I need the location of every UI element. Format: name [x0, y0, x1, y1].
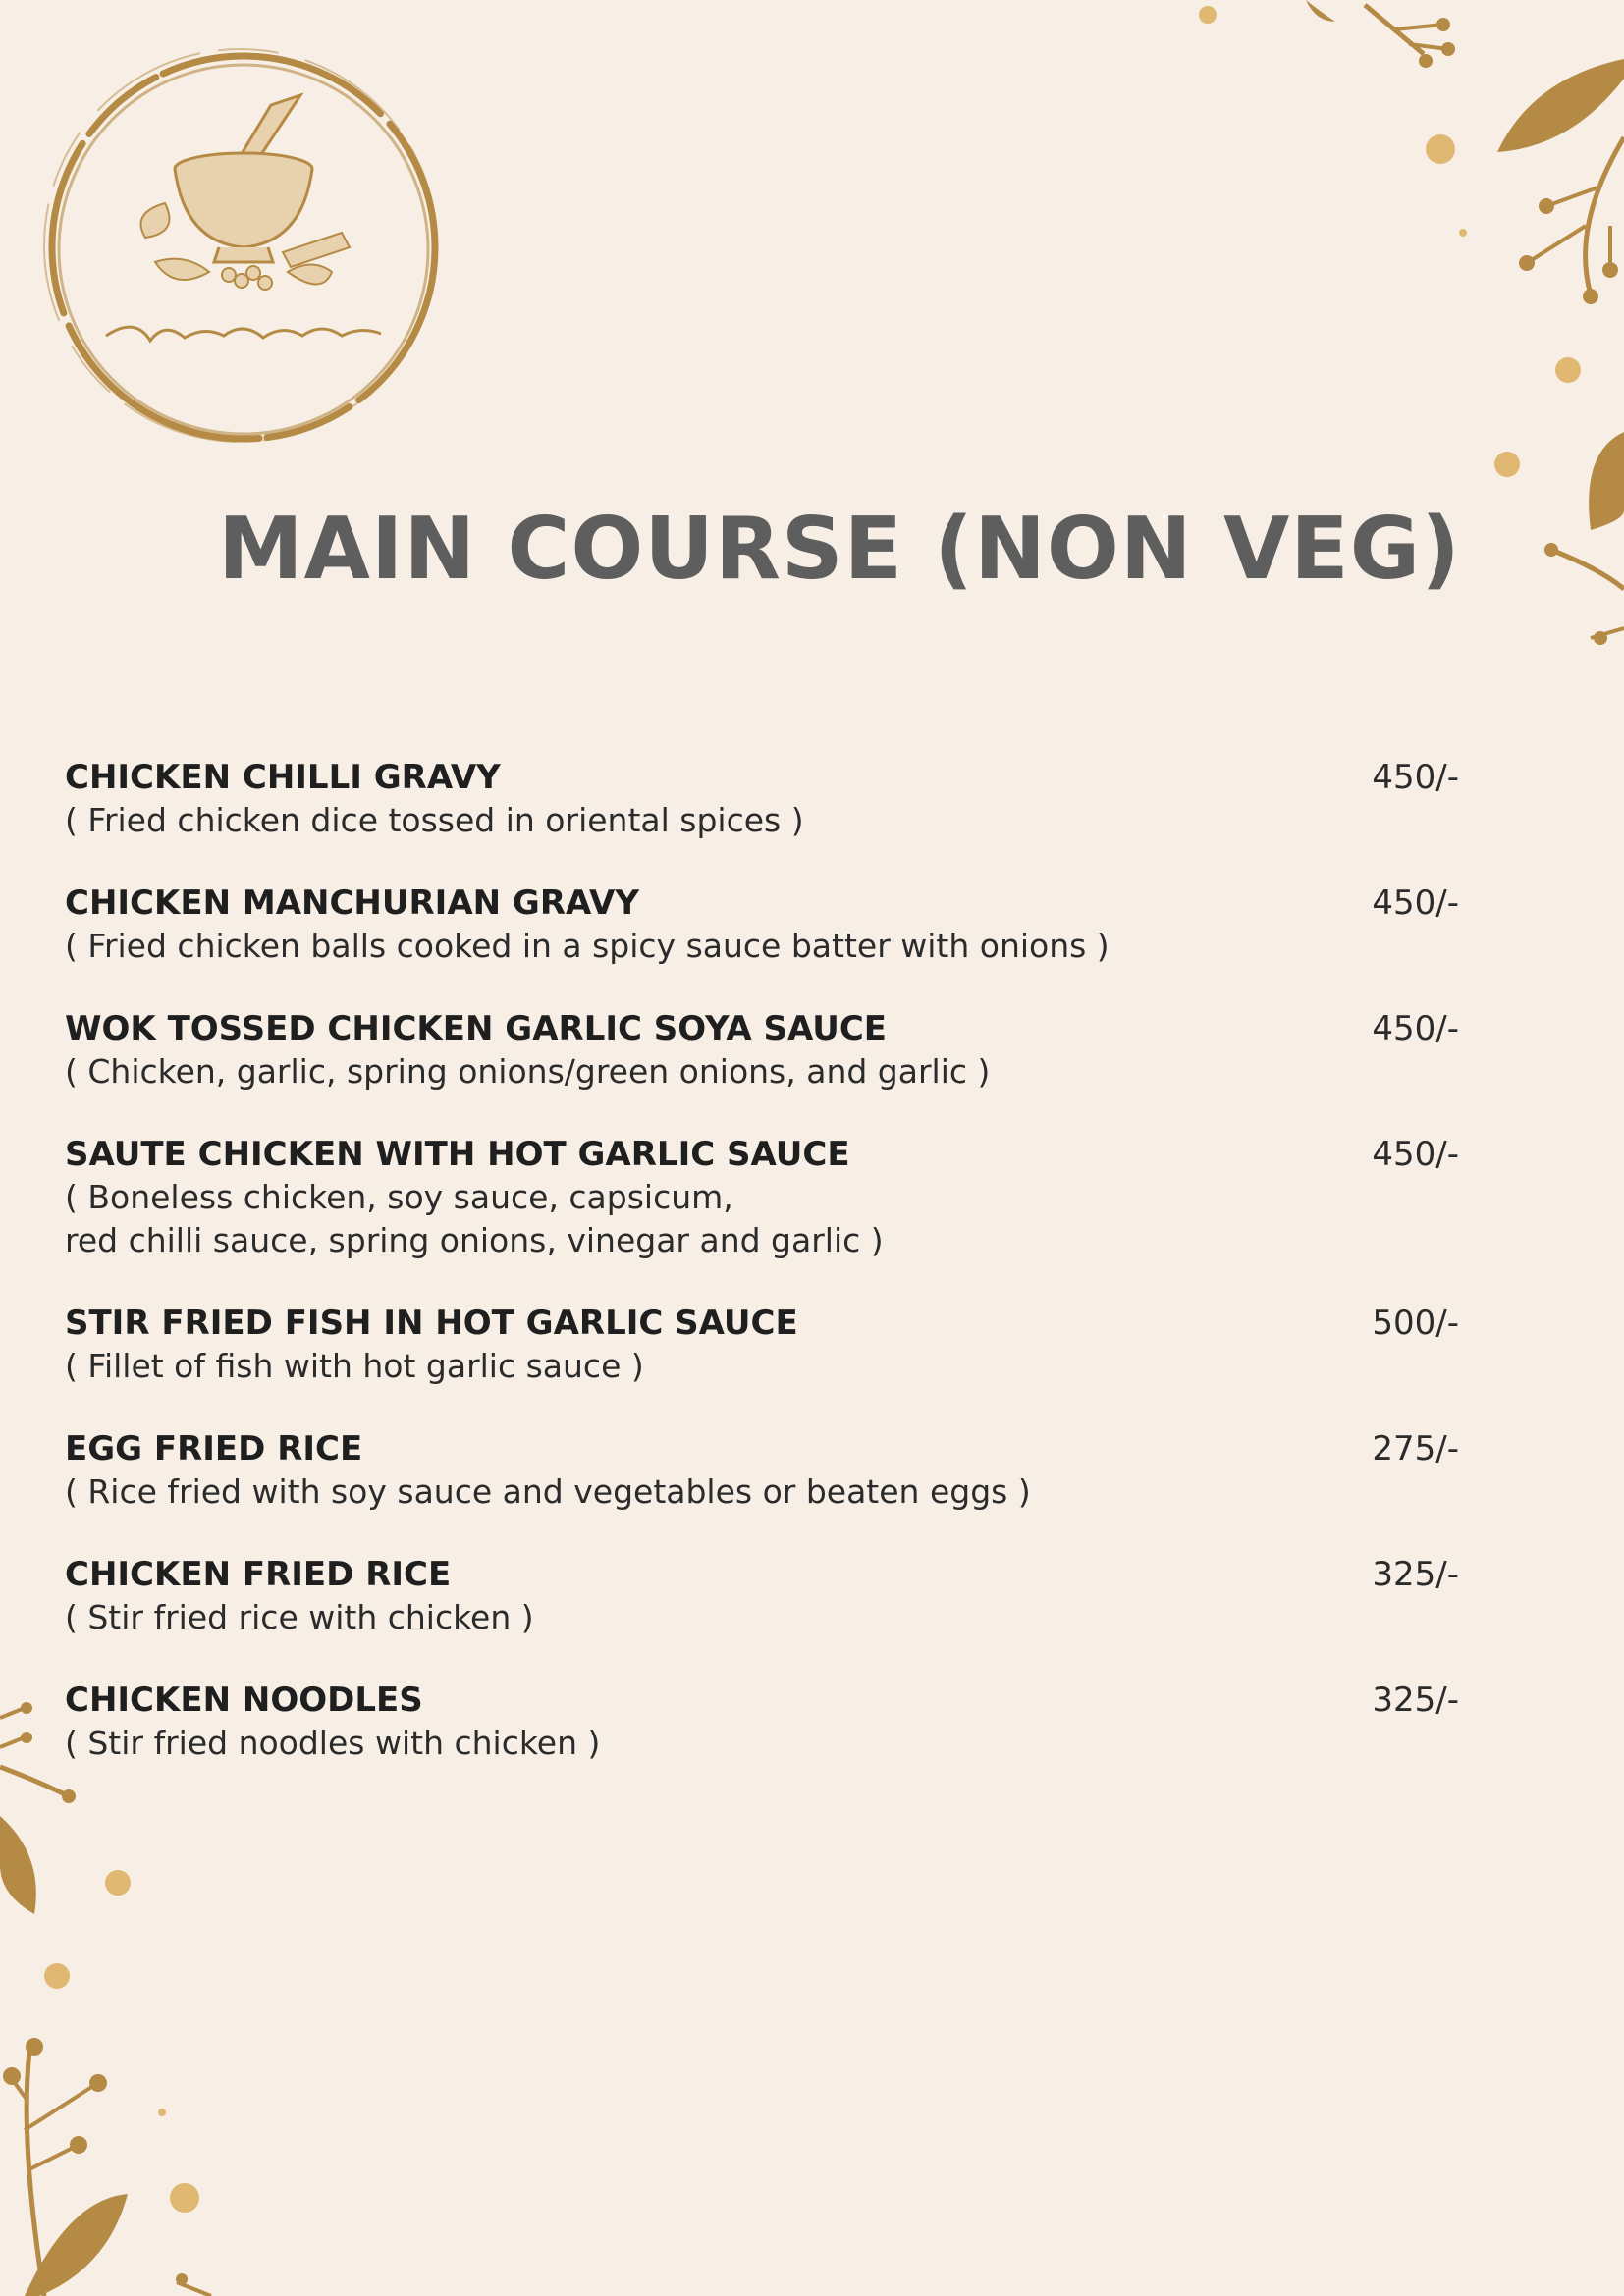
item-description: ( Fried chicken balls cooked in a spicy sauce batter with onions ) [65, 927, 1110, 965]
item-description-line-2: red chilli sauce, spring onions, vinegar and garlic ) [65, 1221, 884, 1259]
item-name: WOK TOSSED CHICKEN GARLIC SOYA SAUCE [65, 1009, 888, 1048]
item-name: SAUTE CHICKEN WITH HOT GARLIC SAUCE [65, 1135, 850, 1174]
item-name: CHICKEN FRIED RICE [65, 1555, 452, 1594]
item-description: ( Rice fried with soy sauce and vegetables or beaten eggs ) [65, 1472, 1031, 1511]
item-name: CHICKEN MANCHURIAN GRAVY [65, 883, 639, 923]
item-description: ( Stir fried rice with chicken ) [65, 1598, 534, 1636]
item-name: CHICKEN CHILLI GRAVY [65, 758, 501, 797]
menu-item-chicken-chilli-gravy [65, 756, 1459, 842]
page-title: MAIN COURSE (NON VEG) [218, 499, 1461, 599]
item-price: 500/- [1372, 1304, 1459, 1343]
menu-item-chicken-noodles [65, 1679, 1459, 1765]
menu-item-chicken-fried-rice [65, 1553, 1459, 1639]
item-price: 450/- [1372, 1135, 1459, 1174]
menu-item-chicken-manchurian-gravy [65, 881, 1459, 968]
bottom-left-dots-decoration [44, 1870, 199, 2213]
mortar-pestle-icon [37, 41, 450, 454]
item-price: 450/- [1372, 883, 1459, 923]
item-name: STIR FRIED FISH IN HOT GARLIC SAUCE [65, 1304, 798, 1343]
item-price: 325/- [1372, 1555, 1459, 1594]
restaurant-logo [37, 41, 450, 454]
item-description: ( Fried chicken dice tossed in oriental spices ) [65, 801, 804, 839]
item-price: 325/- [1372, 1681, 1459, 1720]
item-description: ( Stir fried noodles with chicken ) [65, 1724, 601, 1762]
item-description: ( Chicken, garlic, spring onions/green onions, and garlic ) [65, 1052, 991, 1091]
item-price: 275/- [1372, 1429, 1459, 1468]
item-price: 450/- [1372, 1009, 1459, 1048]
menu-list [65, 756, 1459, 1804]
item-name: CHICKEN NOODLES [65, 1681, 423, 1720]
item-description: ( Boneless chicken, soy sauce, capsicum, [65, 1178, 733, 1216]
menu-item-egg-fried-rice [65, 1427, 1459, 1514]
item-description: ( Fillet of fish with hot garlic sauce ) [65, 1347, 644, 1385]
menu-item-stir-fried-fish [65, 1302, 1459, 1388]
menu-item-saute-chicken [65, 1133, 1459, 1262]
menu-item-wok-tossed-chicken [65, 1007, 1459, 1094]
item-price: 450/- [1372, 758, 1459, 797]
top-right-dots-decoration [1199, 6, 1581, 477]
item-name: EGG FRIED RICE [65, 1429, 363, 1468]
